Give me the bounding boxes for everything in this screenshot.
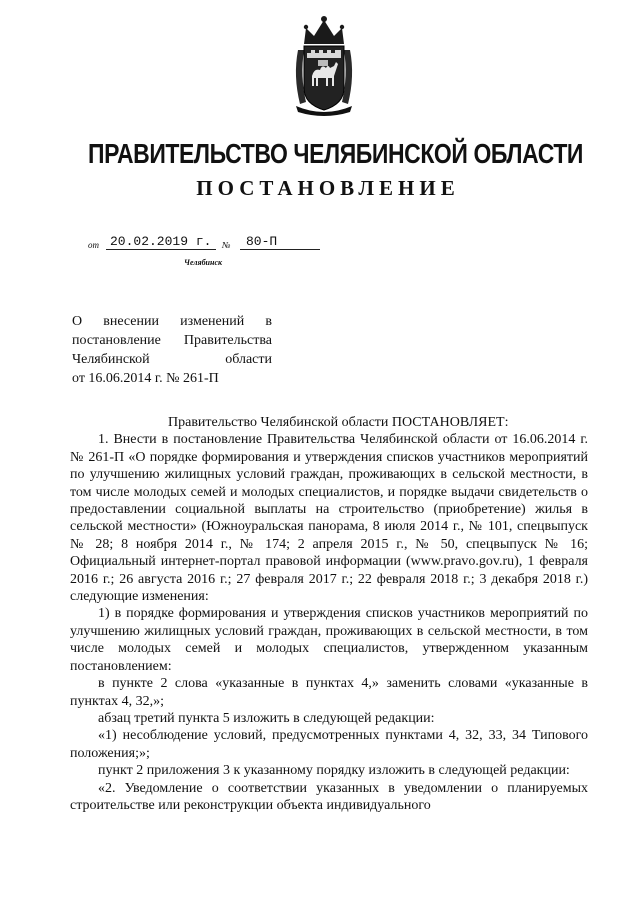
subject-line: О внесении изменений в: [72, 314, 272, 329]
date-label: от: [88, 240, 99, 250]
body-paragraph: 1. Внести в постановление Правительства Челябинской области от 16.06.2014 г. № 261-П «О порядке формирования и утверждения списков участников мероприятий по улучшению жилищных условий граждан, проживающих в сельской местности, в том числе молодых семей и молодых специалистов, и порядке выдачи свидетельств о предоставлении социальной выплаты на строительство (приобретение) жилья в сельской местности» (Южноуральская панорама, 8 июля 2014 г., № 101, спецвыпуск № 28; 8 ноября 2014 г., № 174; 2 апреля 2015 г., № 50, спецвыпуск № 16; Официальный интернет-портал правовой информации (www.pravo.gov.ru), 1 февраля 2016 г.; 26 августа 2016 г.; 27 февраля 2017 г.; 22 февраля 2018 г.; 3 декабря 2018 г.) следующие изменения:: [70, 432, 588, 605]
document-date: 20.02.2019 г.: [106, 234, 216, 250]
subject-line: Челябинской области: [72, 352, 272, 367]
body-paragraph: абзац третий пункта 5 изложить в следующей редакции:: [98, 710, 435, 726]
document-body: [70, 414, 588, 814]
body-paragraph: «2. Уведомление о соответствии указанных в уведомлении о планируемых строительстве или реконструкции объекта индивидуального: [70, 780, 588, 813]
body-paragraph: «1) несоблюдение условий, предусмотренных пунктами 4, 32, 33, 34 Типового положения;»;: [70, 728, 588, 761]
document-kind: ПОСТАНОВЛЕНИЕ: [196, 176, 460, 200]
number-label: №: [222, 240, 231, 250]
body-paragraph: 1) в порядке формирования и утверждения списков участников мероприятий по улучшению жилищных условий граждан, проживающих в сельской местности, в том числе молодых семей и молодых специалистов, утвержденном указанным постановлением:: [70, 606, 588, 674]
preamble: Правительство Челябинской области ПОСТАНОВЛЯЕТ:: [168, 415, 509, 430]
coat-of-arms-icon: [292, 14, 356, 118]
document-number: 80-П: [240, 234, 320, 250]
subject-line: постановление Правительства: [72, 333, 272, 348]
document-subject: [72, 312, 272, 388]
subject-line: от 16.06.2014 г. № 261-П: [72, 371, 219, 386]
city-name: Челябинск: [184, 258, 223, 267]
document-meta: [88, 232, 328, 272]
government-title: ПРАВИТЕЛЬСТВО ЧЕЛЯБИНСКОЙ ОБЛАСТИ: [88, 138, 584, 169]
body-paragraph: в пункте 2 слова «указанные в пунктах 4,» заменить словами «указанные в пунктах 4, 32,»;: [70, 676, 588, 709]
body-paragraph: пункт 2 приложения 3 к указанному порядку изложить в следующей редакции:: [98, 763, 570, 779]
